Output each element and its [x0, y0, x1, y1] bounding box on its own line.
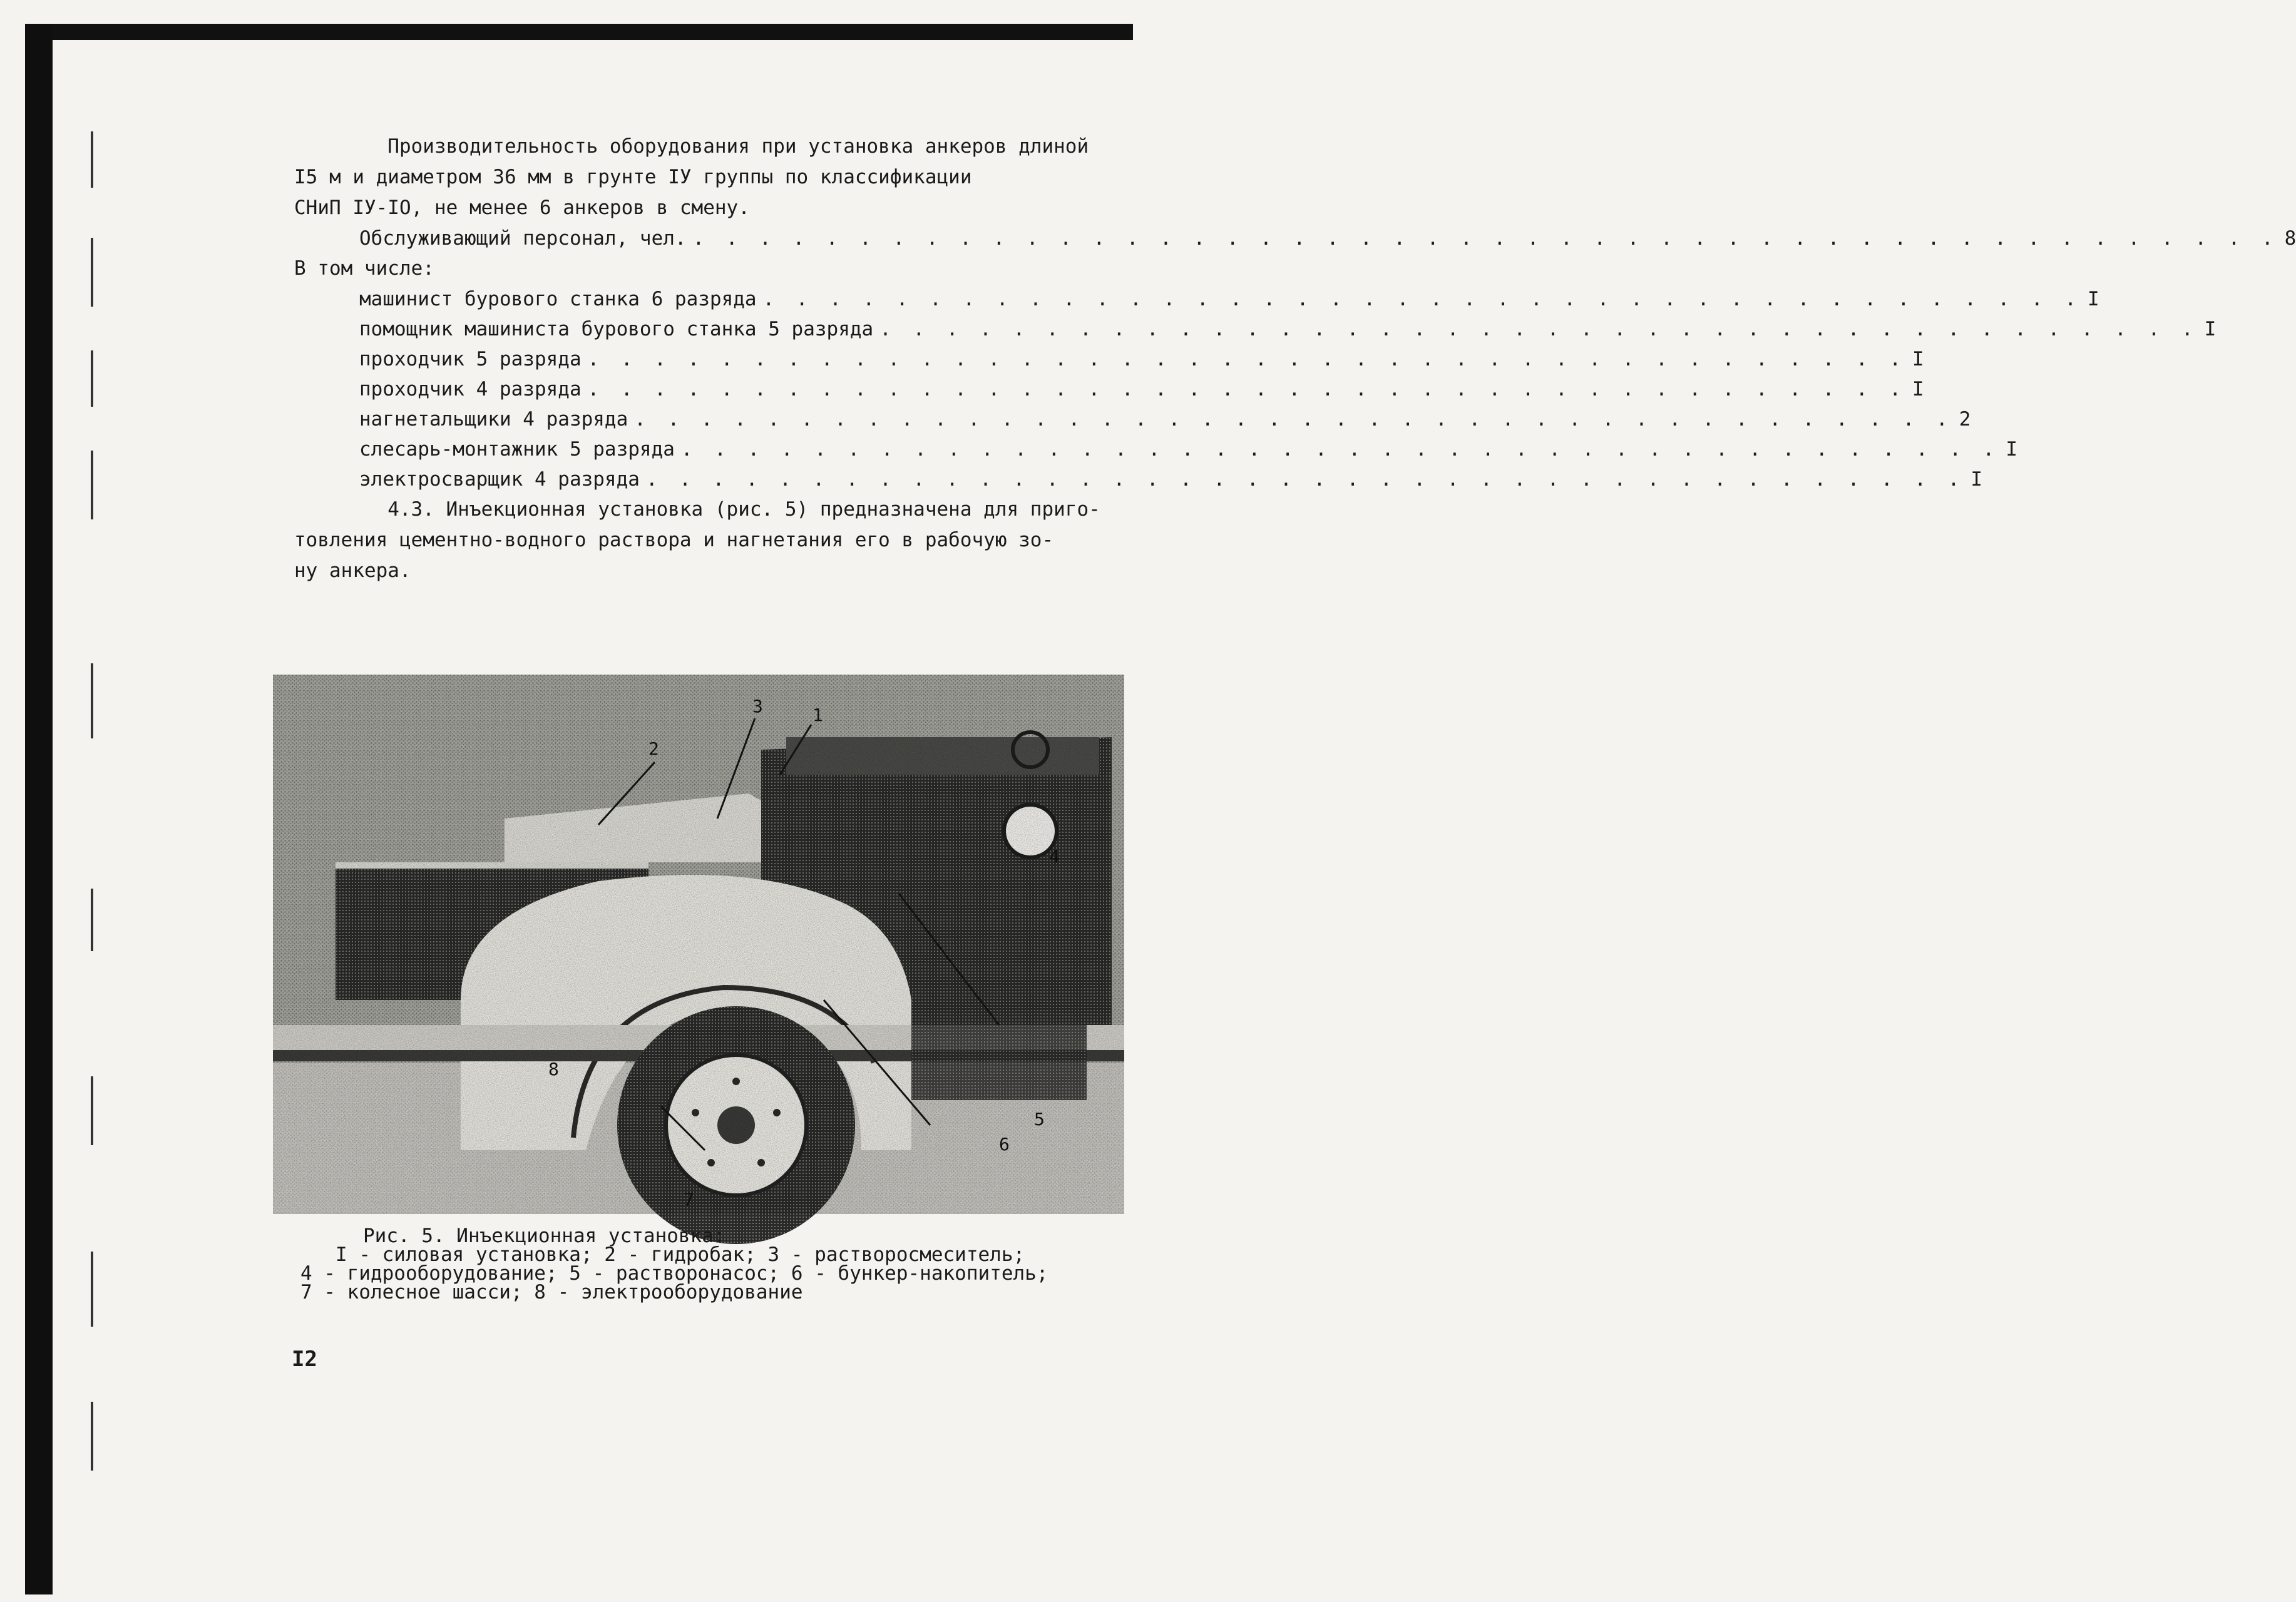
binder-mark: [91, 350, 93, 407]
staff-row: [359, 374, 1924, 404]
staff-total-value: 8: [2284, 227, 2296, 250]
section-line: 4.3. Инъекционная установка (рис. 5) предназначена для приго-: [294, 498, 1100, 521]
binder-mark: [91, 1402, 93, 1471]
staff-total-label: Обслуживающий персонал, чел.: [359, 227, 687, 250]
binder-mark: [91, 1076, 93, 1145]
binder-mark: [91, 238, 93, 307]
staff-list: [294, 284, 2217, 494]
staff-total-row: [294, 223, 2296, 253]
binder-mark: [91, 131, 93, 188]
dot-leader: . . . . . . . . . . . . . . . . . . . . . . . . . . . . . . . . . . . . . . . .: [587, 348, 1907, 370]
figure-label: 8: [548, 1059, 559, 1079]
paragraph-line: СНиП IУ-IO, не менее 6 анкеров в смену.: [294, 196, 750, 219]
dot-leader: . . . . . . . . . . . . . . . . . . . . . . . . . . . . . . . . . . . . . . . .: [645, 468, 1965, 491]
staff-role: электросварщик 4 разряда: [359, 468, 640, 491]
staff-row: [359, 284, 2099, 314]
staff-count: I: [2204, 318, 2217, 340]
paragraph-line: I5 м и диаметром 36 мм в грунте IУ группы по классификации: [294, 166, 972, 188]
staff-row: [359, 344, 1924, 374]
including-label: В том числе:: [294, 257, 434, 280]
binder-mark: [91, 451, 93, 519]
dot-leader: . . . . . . . . . . . . . . . . . . . . . . . . . . . . . . . . . . . . . . . .: [762, 288, 2081, 310]
scan-border-left: [25, 24, 53, 1594]
section-line: ну анкера.: [294, 559, 411, 582]
dot-leader: . . . . . . . . . . . . . . . . . . . . . . . . . . . . . . . . . . . . . . . .: [879, 318, 2198, 340]
staff-role: машинист бурового станка 6 разряда: [359, 288, 757, 310]
figure-label: 7: [684, 1189, 694, 1210]
dot-leader: . . . . . . . . . . . . . . . . . . . . . . . . . . . . . . . . . . . . . . . .: [680, 438, 2000, 461]
caption-line: 4 - гидрооборудование; 5 - растворонасос; 6 - бункер-накопитель;: [300, 1262, 1048, 1285]
page-number: I2: [292, 1347, 317, 1372]
staff-row: [359, 314, 2217, 344]
staff-count: I: [1971, 468, 1983, 491]
staff-role: нагнетальщики 4 разряда: [359, 408, 628, 431]
dot-leader: . . . . . . . . . . . . . . . . . . . . . . . . . . . . . . . . . . . . . . . . . . . . . . . .: [692, 227, 2278, 250]
staff-count: I: [1912, 378, 1924, 400]
caption-title: Рис. 5. Инъекционная установка:: [363, 1225, 725, 1247]
binder-mark: [91, 663, 93, 738]
staff-role: проходчик 5 разряда: [359, 348, 582, 370]
staff-count: I: [2088, 288, 2099, 310]
scan-border-top: [25, 24, 1133, 40]
dot-leader: . . . . . . . . . . . . . . . . . . . . . . . . . . . . . . . . . . . . . . . .: [587, 378, 1907, 400]
figure-label: 6: [999, 1134, 1010, 1155]
section-line: товления цементно-водного раствора и нагнетания его в рабочую зо-: [294, 529, 1054, 551]
figure-label: 2: [648, 738, 659, 759]
caption-line: I - силовая установка; 2 - гидробак; 3 - растворосмеситель;: [300, 1243, 1025, 1266]
staff-count: I: [1912, 348, 1924, 370]
figure-caption: [300, 1227, 1127, 1302]
staff-count: 2: [1959, 408, 1971, 431]
staff-count: I: [2006, 438, 2018, 461]
staff-role: помощник машиниста бурового станка 5 разряда: [359, 318, 874, 340]
figure-label: 5: [1034, 1109, 1045, 1130]
staff-row: [359, 404, 1971, 434]
figure-label: 1: [812, 705, 823, 725]
document-body: [294, 131, 2296, 586]
figure-photo: [273, 675, 1124, 1214]
dot-leader: . . . . . . . . . . . . . . . . . . . . . . . . . . . . . . . . . . . . . . . .: [634, 408, 1953, 431]
figure-label: 3: [752, 696, 763, 717]
staff-row: [359, 464, 1983, 494]
staff-row: [359, 434, 2018, 464]
caption-line: 7 - колесное шасси; 8 - электрооборудование: [300, 1281, 803, 1304]
paragraph-line: Производительность оборудования при установка анкеров длиной: [294, 135, 1089, 158]
staff-role: слесарь-монтажник 5 разряда: [359, 438, 675, 461]
binder-mark: [91, 1252, 93, 1327]
staff-role: проходчик 4 разряда: [359, 378, 582, 400]
binder-mark: [91, 889, 93, 951]
figure-label: 4: [1049, 846, 1060, 867]
